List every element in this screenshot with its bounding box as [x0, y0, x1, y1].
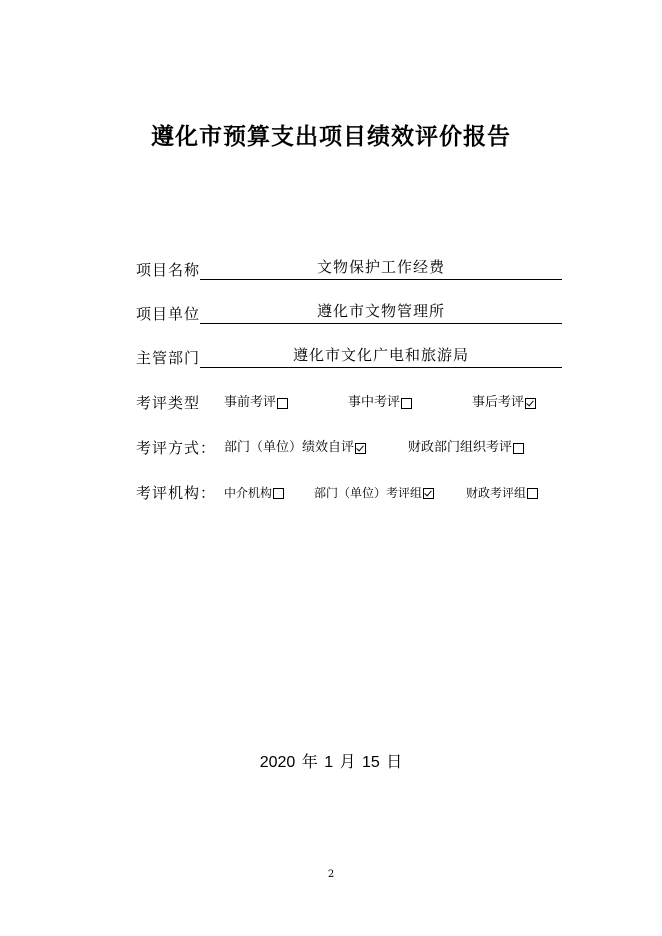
date-year-unit: 年	[301, 754, 318, 771]
checkbox-checked-icon[interactable]	[525, 398, 536, 409]
option-label: 中介机构	[224, 486, 273, 500]
project-name-value: 文物保护工作经费	[317, 258, 446, 276]
option-label: 财政考评组	[466, 486, 527, 500]
checkbox-icon[interactable]	[401, 398, 412, 409]
supervising-dept-label: 主管部门	[136, 349, 201, 367]
checkbox-icon[interactable]	[277, 398, 288, 409]
checkbox-icon[interactable]	[513, 443, 524, 454]
date-day-unit: 日	[386, 754, 403, 771]
evaluation-method-row	[136, 437, 562, 459]
project-name-underline	[200, 257, 562, 280]
project-name-field	[136, 258, 562, 280]
report-title: 遵化市预算支出项目绩效评价报告	[151, 124, 511, 150]
page-number: 2	[327, 869, 335, 880]
evaluation-method-label: 考评方式：	[136, 439, 217, 457]
option-post-evaluation[interactable]	[472, 395, 536, 411]
evaluation-org-row	[136, 482, 562, 504]
checkbox-checked-icon[interactable]	[355, 443, 366, 454]
option-mid-evaluation[interactable]	[348, 395, 412, 411]
option-label: 财政部门组织考评	[408, 440, 513, 455]
option-label: 事中考评	[348, 395, 401, 410]
evaluation-type-label: 考评类型	[136, 394, 201, 412]
checkbox-icon[interactable]	[273, 488, 284, 499]
checkbox-checked-icon[interactable]	[423, 488, 434, 499]
option-label: 部门（单位）考评组	[314, 486, 423, 500]
option-dept-group[interactable]	[314, 485, 434, 501]
date-year: 2020	[259, 754, 296, 771]
supervising-dept-value: 遵化市文化广电和旅游局	[293, 346, 470, 364]
project-unit-label: 项目单位	[136, 305, 201, 323]
option-finance-evaluation[interactable]	[408, 440, 524, 456]
date-day: 15	[362, 754, 380, 771]
option-label: 部门（单位）绩效自评	[224, 440, 355, 455]
option-self-evaluation[interactable]	[224, 440, 366, 456]
option-label: 事后考评	[472, 395, 525, 410]
option-intermediary[interactable]	[224, 485, 284, 501]
project-name-label: 项目名称	[136, 261, 201, 279]
date-month: 1	[324, 754, 334, 771]
evaluation-org-label: 考评机构：	[136, 484, 217, 502]
option-label: 事前考评	[224, 395, 277, 410]
option-pre-evaluation[interactable]	[224, 395, 288, 411]
report-date	[0, 749, 662, 772]
checkbox-icon[interactable]	[527, 488, 538, 499]
project-unit-field	[136, 302, 562, 324]
option-finance-group[interactable]	[466, 485, 538, 501]
date-month-unit: 月	[339, 754, 356, 771]
evaluation-type-row	[136, 392, 562, 414]
supervising-dept-underline	[200, 345, 562, 368]
project-unit-underline	[200, 301, 562, 324]
supervising-dept-field	[136, 346, 562, 368]
project-unit-value: 遵化市文物管理所	[317, 302, 446, 320]
